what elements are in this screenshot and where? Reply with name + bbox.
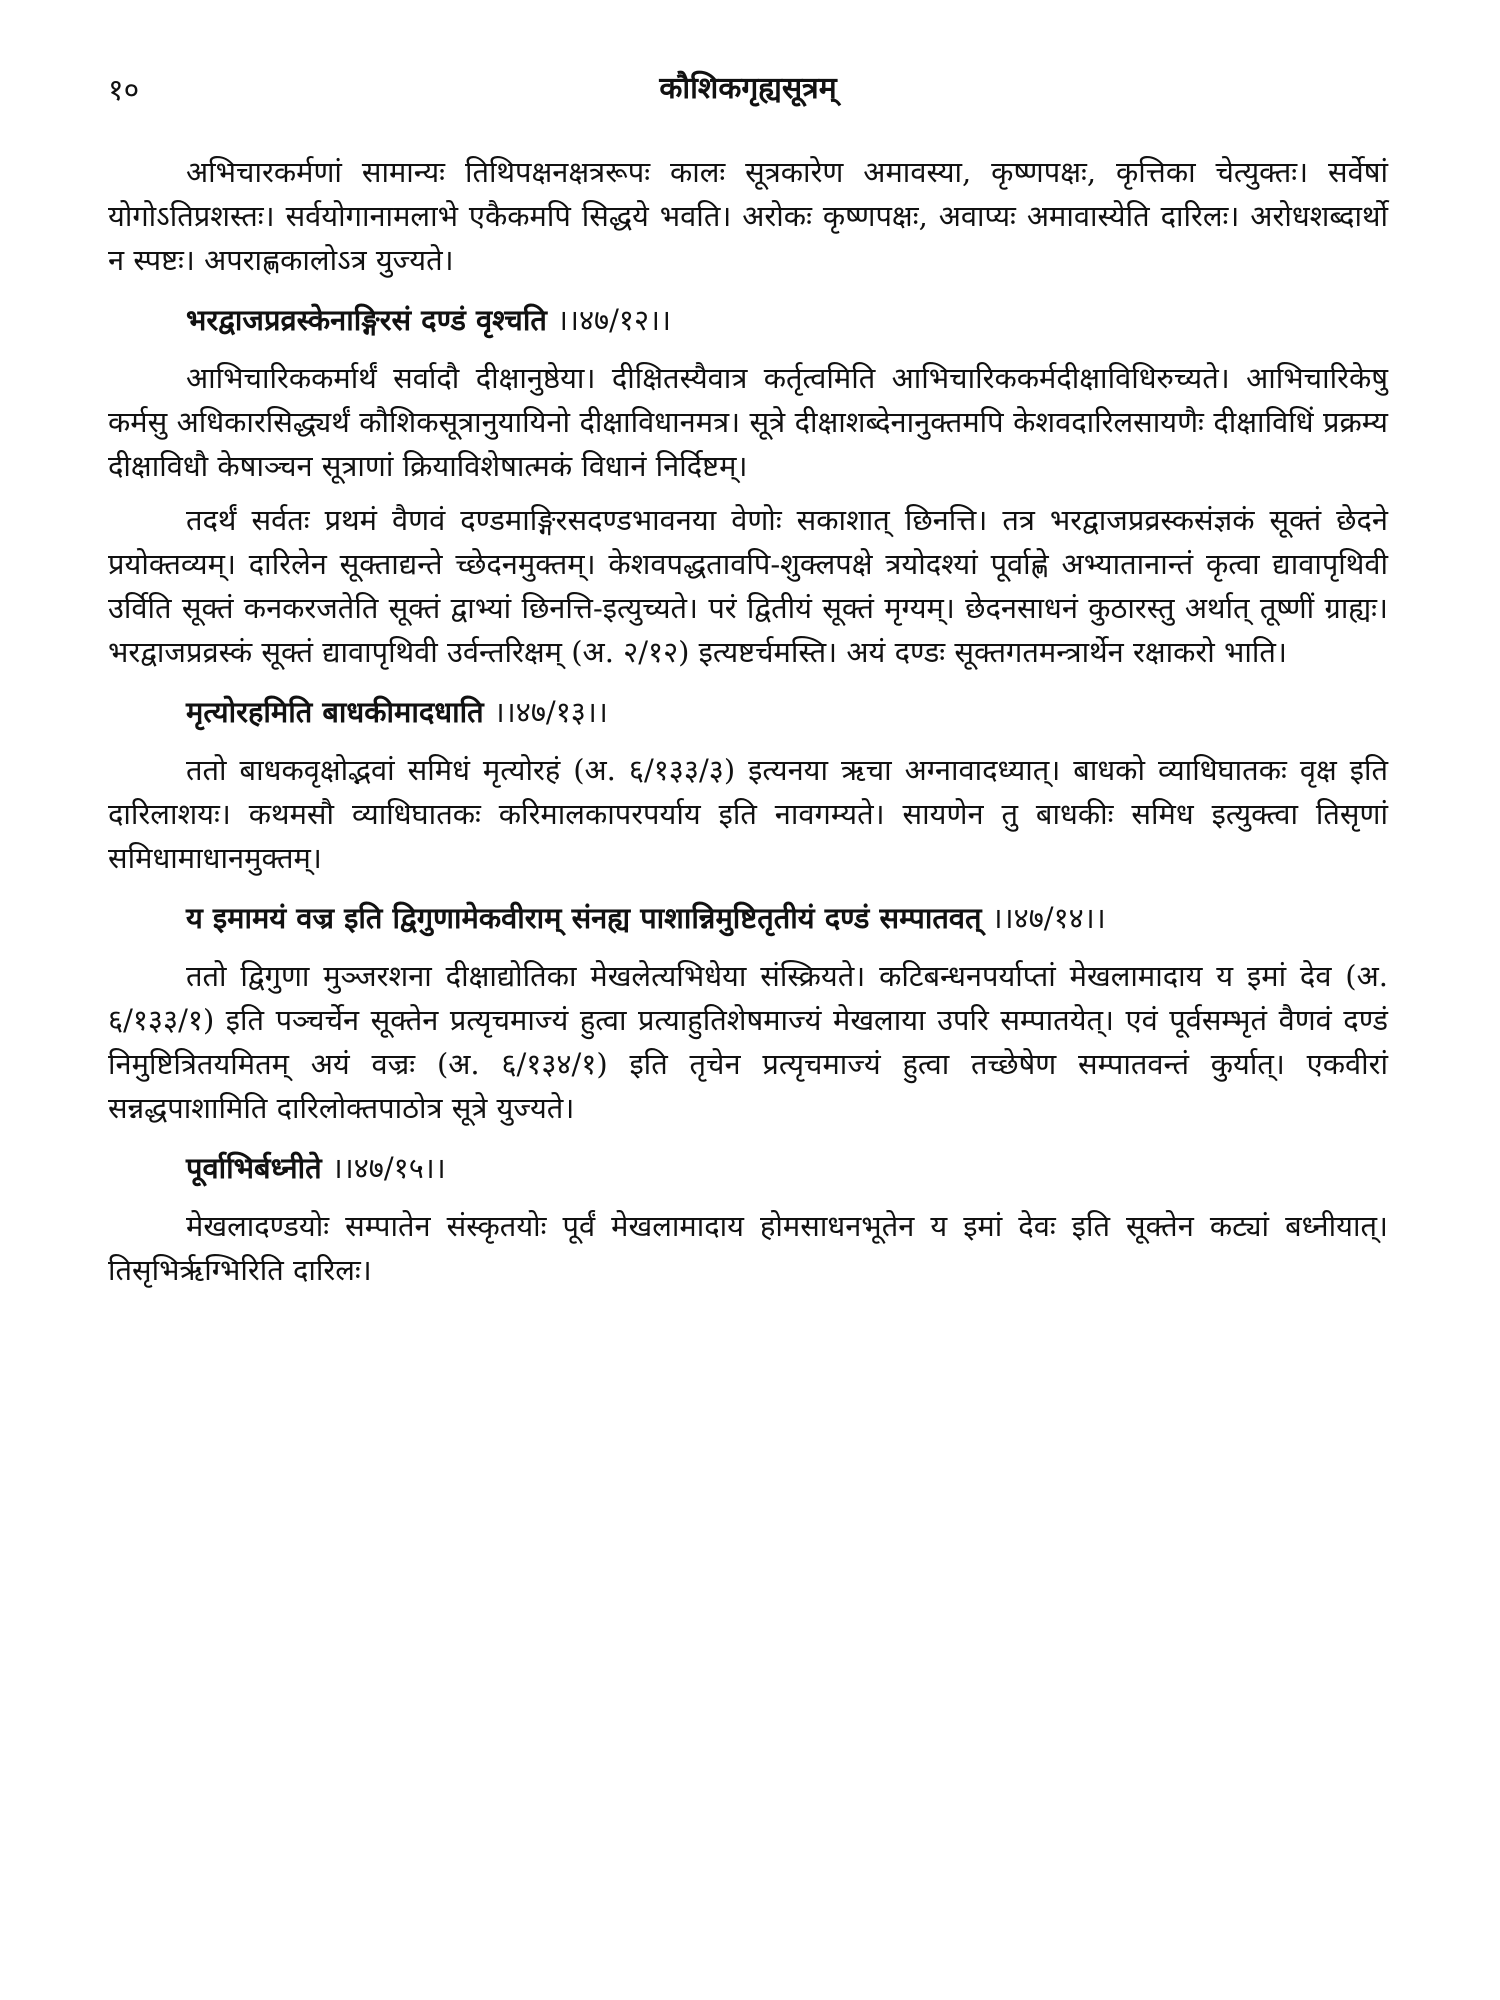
sutra-reference: ।।४७/१४।।: [991, 901, 1106, 935]
running-title: कौशिकगृह्यसूत्रम्: [659, 71, 837, 106]
sutra-verse: भरद्वाजप्रव्रस्केनाङ्गिरसं दण्डं वृश्चति ।।४७/१२।।: [186, 303, 672, 337]
document-page: [108, 62, 1388, 1302]
commentary-paragraph: ततो द्विगुणा मुञ्जरशना दीक्षाद्योतिका मेखलेत्यभिधेया संस्क्रियते। कटिबन्धनपर्याप्तां मेखलामादाय य इमां देव (अ. ६/१३३/१) इति पञ्चर्चेन सूक्तेन प्रत्यृचमाज्यं हुत्वा प्रत्याहुतिशेषमाज्यं मेखलाया उपरि सम्पातयेत्। एवं पूर्वसम्भृतं वैणवं दण्डं निमुष्टित्रितयमितम् अयं वज्रः (अ. ६/१३४/१) इति तृचेन प्रत्यृचमाज्यं हुत्वा तच्छेषेण सम्पातवन्तं कुर्यात्। एकवीरां सन्नद्धपाशामिति दारिलोक्तपाठोत्र सूत्रे युज्यते।: [108, 959, 1388, 1125]
sutra-reference: ।।४७/१२।।: [556, 303, 672, 337]
sutra-reference: ।।४७/१३।।: [493, 695, 608, 729]
commentary-paragraph: तदर्थं सर्वतः प्रथमं वैणवं दण्डमाङ्गिरसदण्डभावनया वेणोः सकाशात् छिनत्ति। तत्र भरद्वाजप्रव्रस्कसंज्ञकं सूक्तं छेदने प्रयोक्तव्यम्। दारिलेन सूक्ताद्यन्ते च्छेदनमुक्तम्। केशवपद्धतावपि-शुक्लपक्षे त्रयोदश्यां पूर्वाह्णे अभ्यातानान्तं कृत्वा द्यावापृथिवी उर्विति सूक्तं कनकरजतेति सूक्तं द्वाभ्यां छिनत्ति-इत्युच्यते। परं द्वितीयं सूक्तं मृग्यम्। छेदनसाधनं कुठारस्तु अर्थात् तूष्णीं ग्राह्यः। भरद्वाजप्रव्रस्कं सूक्तं द्यावापृथिवी उर्वन्तरिक्षम् (अ. २/१२) इत्यष्टर्चमस्ति। अयं दण्डः सूक्तगतमन्त्रार्थेन रक्षाकरो भाति।: [108, 503, 1388, 669]
sutra-verse: य इमामयं वज्र इति द्विगुणामेकवीराम् संनह्य पाशान्निमुष्टितृतीयं दण्डं सम्पातवत् ।।४७/१४।।: [186, 901, 1106, 935]
sutra-reference: ।।४७/१५।।: [331, 1151, 446, 1185]
document-body: [108, 150, 1388, 1292]
commentary-paragraph: ततो बाधकवृक्षोद्भवां समिधं मृत्योरहं (अ. ६/१३३/३) इत्यनया ऋचा अग्नावादध्यात्। बाधको व्याधिघातकः वृक्ष इति दारिलाशयः। कथमसौ व्याधिघातकः करिमालकापरपर्याय इति नावगम्यते। सायणेन तु बाधकीः समिध इत्युक्त्वा तिसृणां समिधामाधानमुक्तम्।: [108, 753, 1388, 875]
page-number: १०: [108, 73, 140, 108]
sutra-verse: मृत्योरहमिति बाधकीमादधाति ।।४७/१३।।: [186, 695, 608, 729]
commentary-paragraph: अभिचारकर्मणां सामान्यः तिथिपक्षनक्षत्ररूपः कालः सूत्रकारेण अमावस्या, कृष्णपक्षः, कृत्तिका चेत्युक्तः। सर्वेषां योगोऽतिप्रशस्तः। सर्वयोगानामलाभे एकैकमपि सिद्धये भवति। अरोकः कृष्णपक्षः, अवाप्यः अमावास्येति दारिलः। अरोधशब्दार्थो न स्पष्टः। अपराह्णकालोऽत्र युज्यते।: [108, 155, 1388, 277]
commentary-paragraph: मेखलादण्डयोः सम्पातेन संस्कृतयोः पूर्वं मेखलामादाय होमसाधनभूतेन य इमां देवः इति सूक्तेन कट्यां बध्नीयात्। तिसृभिर्ऋग्भिरिति दारिलः।: [108, 1209, 1388, 1287]
page-header: [108, 62, 1388, 122]
sutra-verse: पूर्वाभिर्बध्नीते ।।४७/१५।।: [186, 1151, 446, 1185]
commentary-paragraph: आभिचारिककर्मार्थं सर्वादौ दीक्षानुष्ठेया। दीक्षितस्यैवात्र कर्तृत्वमिति आभिचारिककर्मदीक्षाविधिरुच्यते। आभिचारिकेषु कर्मसु अधिकारसिद्ध्यर्थं कौशिकसूत्रानुयायिनो दीक्षाविधानमत्र। सूत्रे दीक्षाशब्देनानुक्तमपि केशवदारिलसायणैः दीक्षाविधिं प्रक्रम्य दीक्षाविधौ केषाञ्चन सूत्राणां क्रियाविशेषात्मकं विधानं निर्दिष्टम्।: [108, 361, 1388, 483]
